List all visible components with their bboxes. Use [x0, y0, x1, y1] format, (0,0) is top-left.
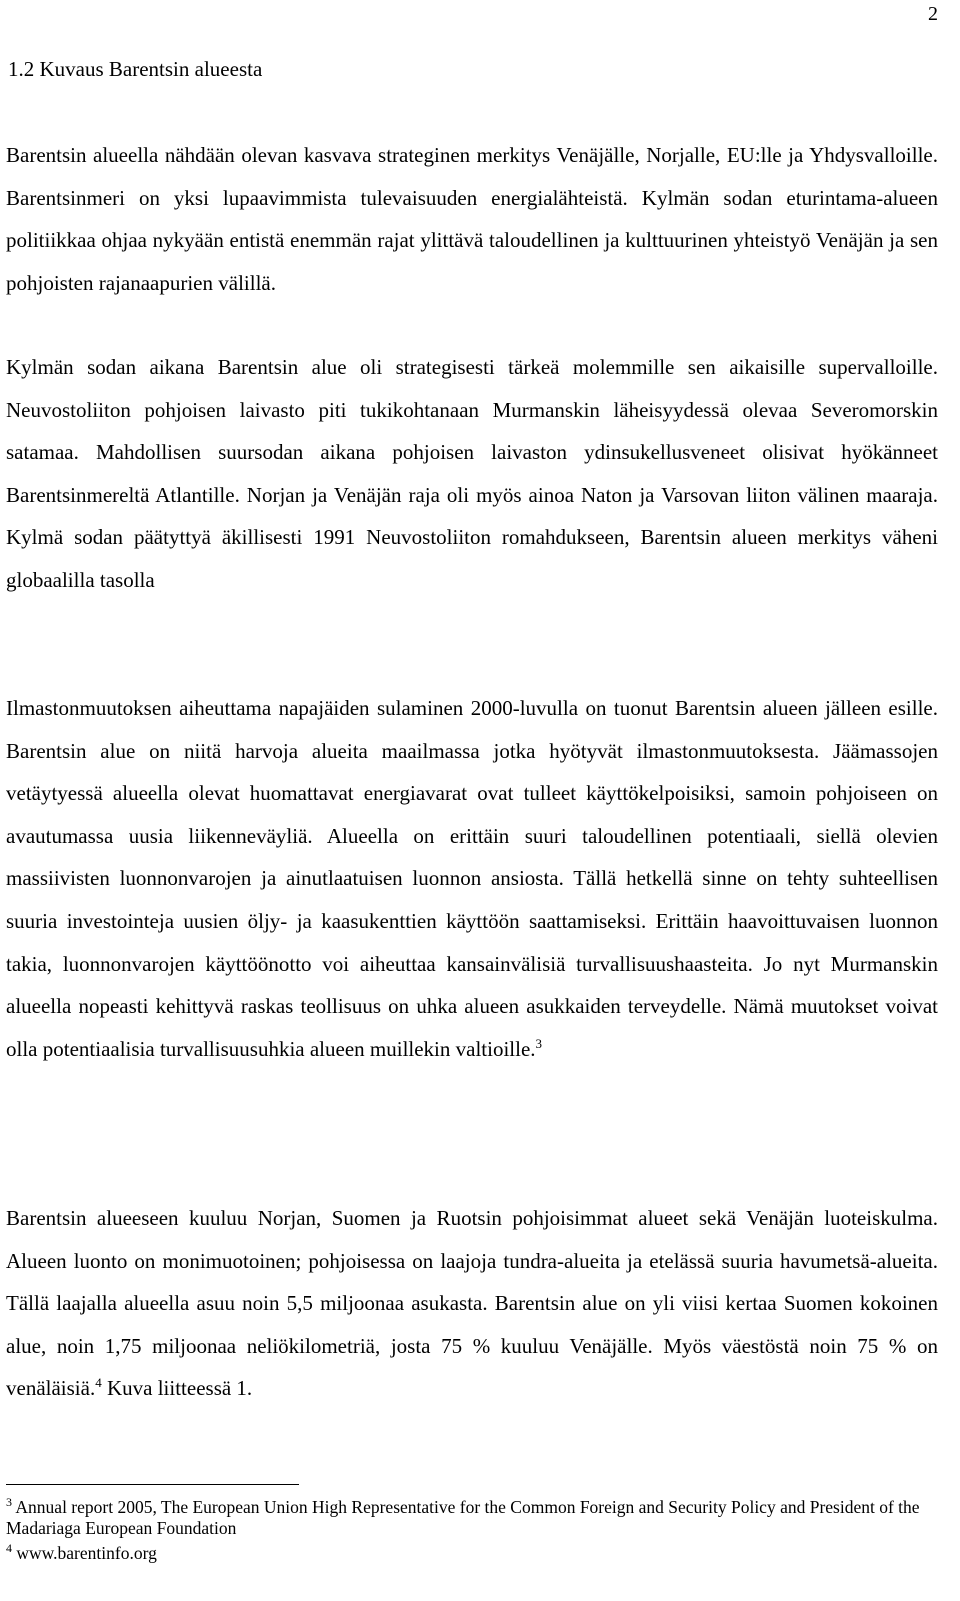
paragraph-cold-war: Kylmän sodan aikana Barentsin alue oli strategisesti tärkeä molemmille sen aikaisille supervalloille. Neuvostoliiton pohjoisen laivasto piti tukikohtanaan Murmanskin läheisyydessä olevaa Severomorskin satamaa. Mahdollisen suursodan aikana pohjoisen laivaston ydinsukellusveneet olisivat hyökänneet Barentsinmereltä Atlantille. Norjan ja Venäjän raja oli myös ainoa Naton ja Varsovan liiton välinen maaraja. Kylmä sodan päätyttyä äkillisesti 1991 Neuvostoliiton romahdukseen, Barentsin alueen merkitys väheni globaalilla tasolla [6, 355, 938, 592]
footnote-reference-4[interactable]: 4 [95, 1375, 102, 1391]
footnote-4-link[interactable]: www.barentinfo.org [12, 1543, 157, 1563]
footnote-reference-3[interactable]: 3 [535, 1035, 543, 1051]
paragraph-strategic-importance: Barentsin alueella nähdään olevan kasvava strateginen merkitys Venäjälle, Norjalle, EU:lle ja Yhdysvalloille. Barentsinmeri on yksi lupaavimmista tulevaisuuden energialähteistä. Kylmän sodan eturintama-alueen politiikkaa ohjaa nykyään entistä enemmän rajat ylittävä taloudellinen ja kulttuurinen yhteistyö Venäjän ja sen pohjoisten rajanaapurien välillä. [6, 143, 938, 295]
footnote-separator [6, 1484, 299, 1485]
footnote-3-text: Annual report 2005, The European Union High Representative for the Common Foreign and Security Policy and President of the Madariaga European Foundation [6, 1497, 920, 1538]
footnote-3 [6, 1497, 936, 1539]
page-number: 2 [928, 3, 938, 25]
footnote-4-mark: 4 [6, 1541, 12, 1556]
paragraph-region-description [6, 1197, 938, 1410]
footnote-3-mark: 3 [6, 1495, 12, 1510]
paragraph-climate-change-text: Ilmastonmuutoksen aiheuttama napajäiden sulaminen 2000-luvulla on tuonut Barentsin alueen jälleen esille. Barentsin alue on niitä harvoja alueita maailmassa jotka hyötyvät ilmastonmuutoksesta. Jäämassojen vetäytyessä alueella olevat huomattavat energiavarat ovat tulleet käyttökelpoisiksi, samoin pohjoiseen on avautumassa uusia liikenneväyliä. Alueella on erittäin suuri taloudellinen potentiaali, siellä olevien massiivisten luonnonvarojen ja ainutlaatuisen luonnon ansiosta. Tällä hetkellä sinne on tehty suhteellisen suuria investointeja uusien öljy- ja kaasukenttien käyttöön saattamiseksi. Erittäin haavoittuvaisen luonnon takia, luonnonvarojen käyttöönotto voi aiheuttaa kansainvälisiä turvallisuushaasteita. Jo nyt Murmanskin alueella nopeasti kehittyvä raskas teollisuus on uhka alueen asukkaiden terveydelle. Nämä muutokset voivat olla potentiaalisia turvallisuusuhkia alueen muillekin valtioille. [6, 696, 938, 1061]
paragraph-region-description-tail: Kuva liitteessä 1. [101, 1376, 253, 1401]
paragraph-climate-change [6, 687, 938, 1070]
section-heading: 1.2 Kuvaus Barentsin alueesta [8, 57, 263, 81]
paragraph-region-description-text: Barentsin alueeseen kuuluu Norjan, Suomen ja Ruotsin pohjoisimmat alueet sekä Venäjän luoteiskulma. Alueen luonto on monimuotoinen; pohjoisessa on laajoja tundra-alueita ja etelässä suuria havumetsä-alueita. Tällä laajalla alueella asuu noin 5,5 miljoonaa asukasta. Barentsin alue on yli viisi kertaa Suomen kokoinen alue, noin 1,75 miljoonaa neliökilometriä, josta 75 % kuuluu Venäjälle. Myös väestöstä noin 75 % on venäläisiä. [6, 1206, 938, 1401]
footnote-4 [6, 1543, 936, 1564]
